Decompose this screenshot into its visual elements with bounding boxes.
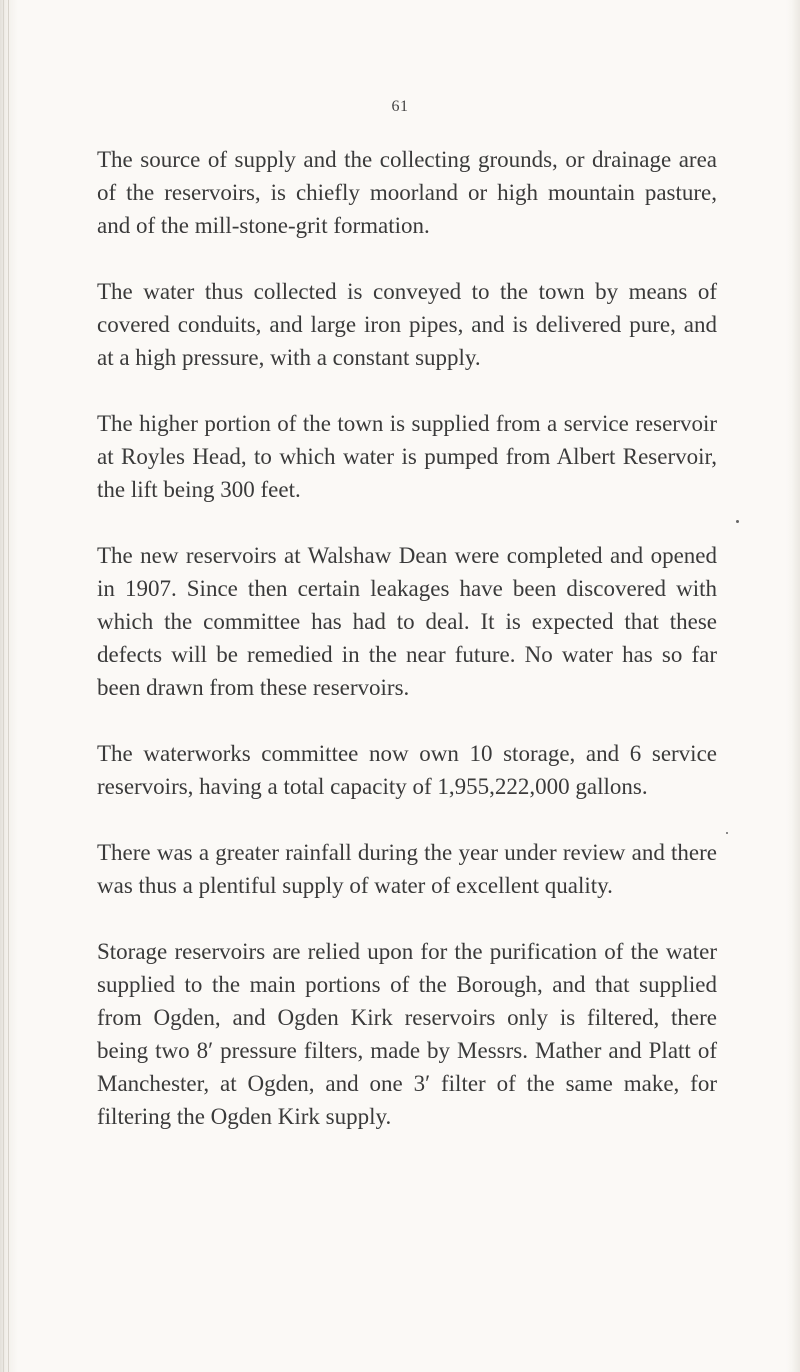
paragraph-water-conveyance: The water thus collected is conveyed to the town by means of covered conduits, and large iron pipes, and is delivered pure, and at a high pressure, with a constant supply. — [97, 279, 717, 370]
paragraph-walshaw-dean: The new reservoirs at Walshaw Dean were completed and opened in 1907. Since then certain leakages have been discovered with which the committee has had to deal. It is expected that these defects will be remedied in the near future. No water has so far been drawn from these reservoirs. — [97, 543, 717, 700]
page-right-edge-shadow — [786, 0, 800, 1372]
page-edge-line — [3, 0, 4, 1372]
page-edge-line — [8, 0, 9, 1372]
paragraph-source-of-supply: The source of supply and the collecting grounds, or drainage area of the reservoirs, is chiefly moorland or high mountain pasture, and of the mill-stone-grit formation. — [97, 147, 717, 238]
paragraph-rainfall: There was a greater rainfall during the year under review and there was thus a plentiful supply of water of excellent quality. — [97, 840, 717, 898]
page-number: 61 — [391, 98, 409, 115]
paragraph-service-reservoir: The higher portion of the town is supplied from a service reservoir at Royles Head, to which water is pumped from Albert Reservoir, the lift being 300 feet. — [97, 411, 717, 502]
print-speck — [726, 832, 728, 834]
print-speck — [736, 520, 739, 523]
paragraph-purification: Storage reservoirs are relied upon for the purification of the water supplied to the main portions of the Borough, and that supplied from Ogden, and Ogden Kirk reservoirs only is filtered, there being two 8′ pressure filters, made by Messrs. Mather and Platt of Manchester, at Ogden, and one 3′ filter of the same make, for filtering the Ogden Kirk supply. — [97, 939, 717, 1129]
paragraph-reservoir-capacity: The waterworks committee now own 10 storage, and 6 service reservoirs, having a total capacity of 1,955,222,000 gallons. — [97, 741, 717, 799]
document-body — [97, 143, 717, 1133]
